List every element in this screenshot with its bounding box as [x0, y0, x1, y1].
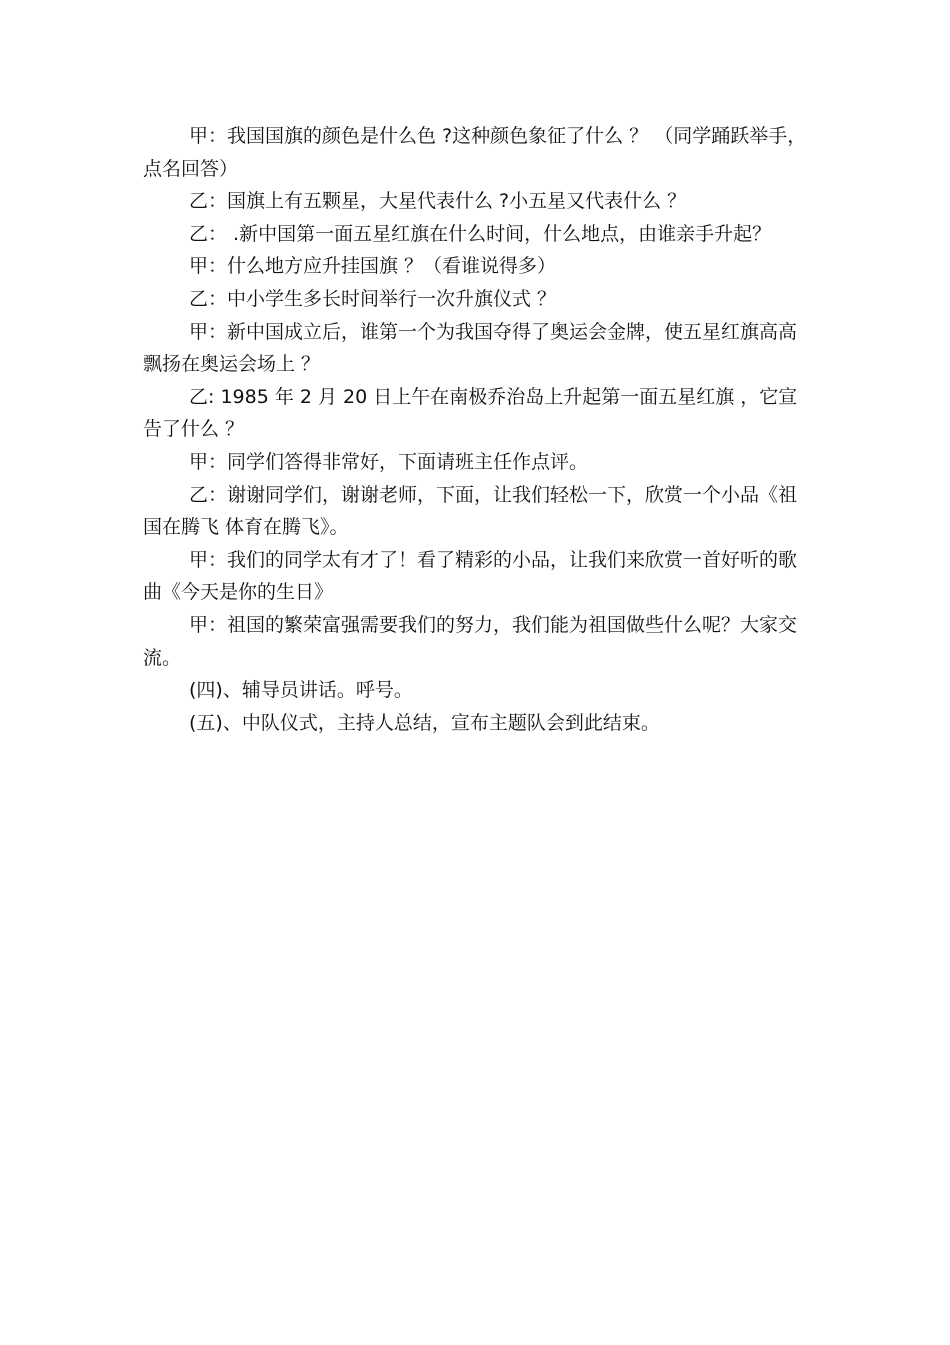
paragraph-discussion: 甲：祖国的繁荣富强需要我们的努力，我们能为祖国做些什么呢？大家交流。	[143, 613, 798, 669]
paragraph-song-intro: 甲：我们的同学太有才了！看了精彩的小品，让我们来欣赏一首好听的歌曲《今天是你的生日》	[143, 548, 798, 604]
document-body	[143, 120, 808, 739]
paragraph-stars-question: 乙：国旗上有五颗星，大星代表什么 ?小五星又代表什么 ？	[189, 190, 687, 213]
paragraph-antarctica-question: 乙: 1985 年 2 月 20 日上午在南极乔治岛上升起第一面五星红旗 ，它宣告了什么 ？	[143, 385, 798, 441]
paragraph-ceremony-frequency-question: 乙：中小学生多长时间举行一次升旗仪式 ？	[189, 287, 557, 310]
paragraph-olympic-question: 甲：新中国成立后，谁第一个为我国夺得了奥运会金牌，使五星红旗高高飘扬在奥运会场上 ？	[143, 320, 798, 376]
paragraph-flag-color-question: 甲：我国国旗的颜色是什么色 ?这种颜色象征了什么 ？ （同学踊跃举手，点名回答）	[143, 125, 807, 180]
paragraph-where-flag-question: 甲：什么地方应升挂国旗 ？（看谁说得多）	[189, 255, 557, 278]
paragraph-closing: (五)、中队仪式，主持人总结，宣布主题队会到此结束。	[189, 711, 660, 734]
paragraph-sketch-intro: 乙：谢谢同学们，谢谢老师，下面，让我们轻松一下，欣赏一个小品《祖国在腾飞 体育在腾飞》。	[143, 483, 798, 539]
paragraph-first-flag-question: 乙： .新中国第一面五星红旗在什么时间，什么地点，由谁亲手升起？	[189, 222, 772, 245]
paragraph-counselor-speech: (四)、辅导员讲话。呼号。	[189, 679, 413, 702]
paragraph-teacher-comment: 甲：同学们答得非常好，下面请班主任作点评。	[189, 450, 589, 473]
